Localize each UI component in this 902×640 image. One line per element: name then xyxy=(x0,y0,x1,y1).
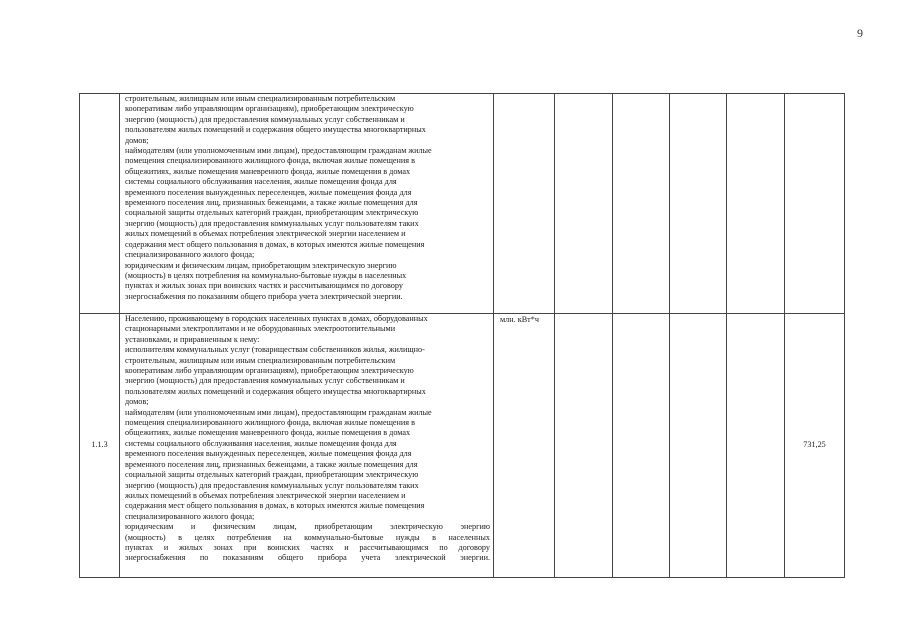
description-text xyxy=(125,94,490,302)
description-line: содержания мест общего пользования в домах, в которых имеются жилые помещения xyxy=(125,501,425,511)
tariff-table xyxy=(79,93,845,578)
description-line: наймодателям (или уполномоченным ими лицам), предоставляющим гражданам жилые xyxy=(125,146,432,156)
description-line: специализированного жилого фонда; xyxy=(125,250,255,260)
empty-cell xyxy=(727,94,785,314)
description-text xyxy=(125,314,490,564)
description-line: строительным, жилищным или иным специализированным потребительским xyxy=(125,94,396,103)
description-line: общежитиях, жилые помещения маневренного фонда, жилые помещения в домах xyxy=(125,166,411,176)
description-line: содержания мест общего пользования в домах, в которых имеются жилые помещения xyxy=(125,239,425,249)
table-row xyxy=(80,94,845,314)
description-line: временного поселения лиц, признанных беженцами, а также жилые помещения для xyxy=(125,459,418,469)
description-line: стационарными электроплитами и не оборудованных электроотопительными xyxy=(125,324,396,334)
description-line: юридическим и физическим лицам, приобретающим электрическую энергию xyxy=(125,260,397,270)
description-line: наймодателям (или уполномоченным ими лицам), предоставляющим гражданам жилые xyxy=(125,407,432,417)
description-line: пунктах и жилых зонах при воинских частях и рассчитывающимся по договору xyxy=(125,542,490,552)
description-line: временного поселения лиц, признанных беженцами, а также жилые помещения для xyxy=(125,198,418,208)
description-line: Населению, проживающему в городских населенных пунктах в домах, оборудованных xyxy=(125,314,428,323)
unit-cell xyxy=(494,94,555,314)
description-line: энергию (мощность) для предоставления коммунальных услуг пользователям таких xyxy=(125,218,419,228)
description-line: временного поселения вынужденных переселенцев, жилые помещения фонда для xyxy=(125,449,412,459)
description-line: энергоснабжения по показаниям общего прибора учета электрической энергии. xyxy=(125,553,490,563)
description-cell xyxy=(120,94,494,314)
description-line: системы социального обслуживания населения, жилые помещения фонда для xyxy=(125,177,397,187)
description-line: энергоснабжения по показаниям общего прибора учета электрической энергии. xyxy=(125,291,403,301)
empty-cell xyxy=(670,94,727,314)
description-line: пользователям жилых помещений и содержания общего имущества многоквартирных xyxy=(125,125,426,135)
description-line: пользователям жилых помещений и содержания общего имущества многоквартирных xyxy=(125,386,426,396)
description-line: жилых помещений в объемах потребления электрической энергии населением и xyxy=(125,490,406,500)
description-line: помещения специализированного жилищного фонда, включая жилые помещения в xyxy=(125,418,415,428)
description-line: помещения специализированного жилищного фонда, включая жилые помещения в xyxy=(125,156,415,166)
description-line: общежитиях, жилые помещения маневренного фонда, жилые помещения в домах xyxy=(125,428,411,438)
description-line: энергию (мощность) для предоставления коммунальных услуг собственникам и xyxy=(125,376,405,386)
description-line: (мощность) в целях потребления на коммунально-бытовые нужды в населенных xyxy=(125,270,407,280)
description-line: юридическим и физическим лицам, приобретающим электрическую энергию xyxy=(125,522,490,532)
description-line: жилых помещений в объемах потребления электрической энергии населением и xyxy=(125,229,406,239)
empty-cell xyxy=(670,314,727,578)
row-number-cell xyxy=(80,94,120,314)
empty-cell xyxy=(613,314,670,578)
description-line: домов; xyxy=(125,135,149,145)
value-cell xyxy=(785,94,845,314)
empty-cell xyxy=(555,94,613,314)
description-line: системы социального обслуживания населения, жилые помещения фонда для xyxy=(125,438,397,448)
row-number-cell: 1.1.3 xyxy=(80,314,120,578)
description-line: социальной защиты отдельных категорий граждан, приобретающим электрическую xyxy=(125,470,419,480)
description-line: установками, и приравненным к нему: xyxy=(125,334,260,344)
description-line: социальной защиты отдельных категорий граждан, приобретающим электрическую xyxy=(125,208,419,218)
unit-cell: млн. кВт*ч xyxy=(494,314,555,578)
value-cell: 731,25 xyxy=(785,314,845,578)
empty-cell xyxy=(727,314,785,578)
empty-cell xyxy=(555,314,613,578)
description-line: исполнителям коммунальных услуг (товариществам собственников жилья, жилищно- xyxy=(125,345,425,355)
table-row xyxy=(80,314,845,578)
description-line: временного поселения вынужденных переселенцев, жилые помещения фонда для xyxy=(125,187,412,197)
page-number: 9 xyxy=(857,26,863,40)
description-line: специализированного жилого фонда; xyxy=(125,511,255,521)
description-line: пунктах и жилых зонах при воинских частях и рассчитывающимся по договору xyxy=(125,281,403,291)
description-line: энергию (мощность) для предоставления коммунальных услуг собственникам и xyxy=(125,114,405,124)
description-line: энергию (мощность) для предоставления коммунальных услуг пользователям таких xyxy=(125,480,419,490)
empty-cell xyxy=(613,94,670,314)
description-line: строительным, жилищным или иным специализированным потребительским xyxy=(125,355,396,365)
description-cell xyxy=(120,314,494,578)
description-line: домов; xyxy=(125,397,149,407)
description-line: кооперативам либо управляющим организациям), приобретающим электрическую xyxy=(125,366,414,376)
description-line: (мощность) в целях потребления на коммунально-бытовые нужды в населенных xyxy=(125,532,490,542)
description-line: кооперативам либо управляющим организациям), приобретающим электрическую xyxy=(125,104,414,114)
